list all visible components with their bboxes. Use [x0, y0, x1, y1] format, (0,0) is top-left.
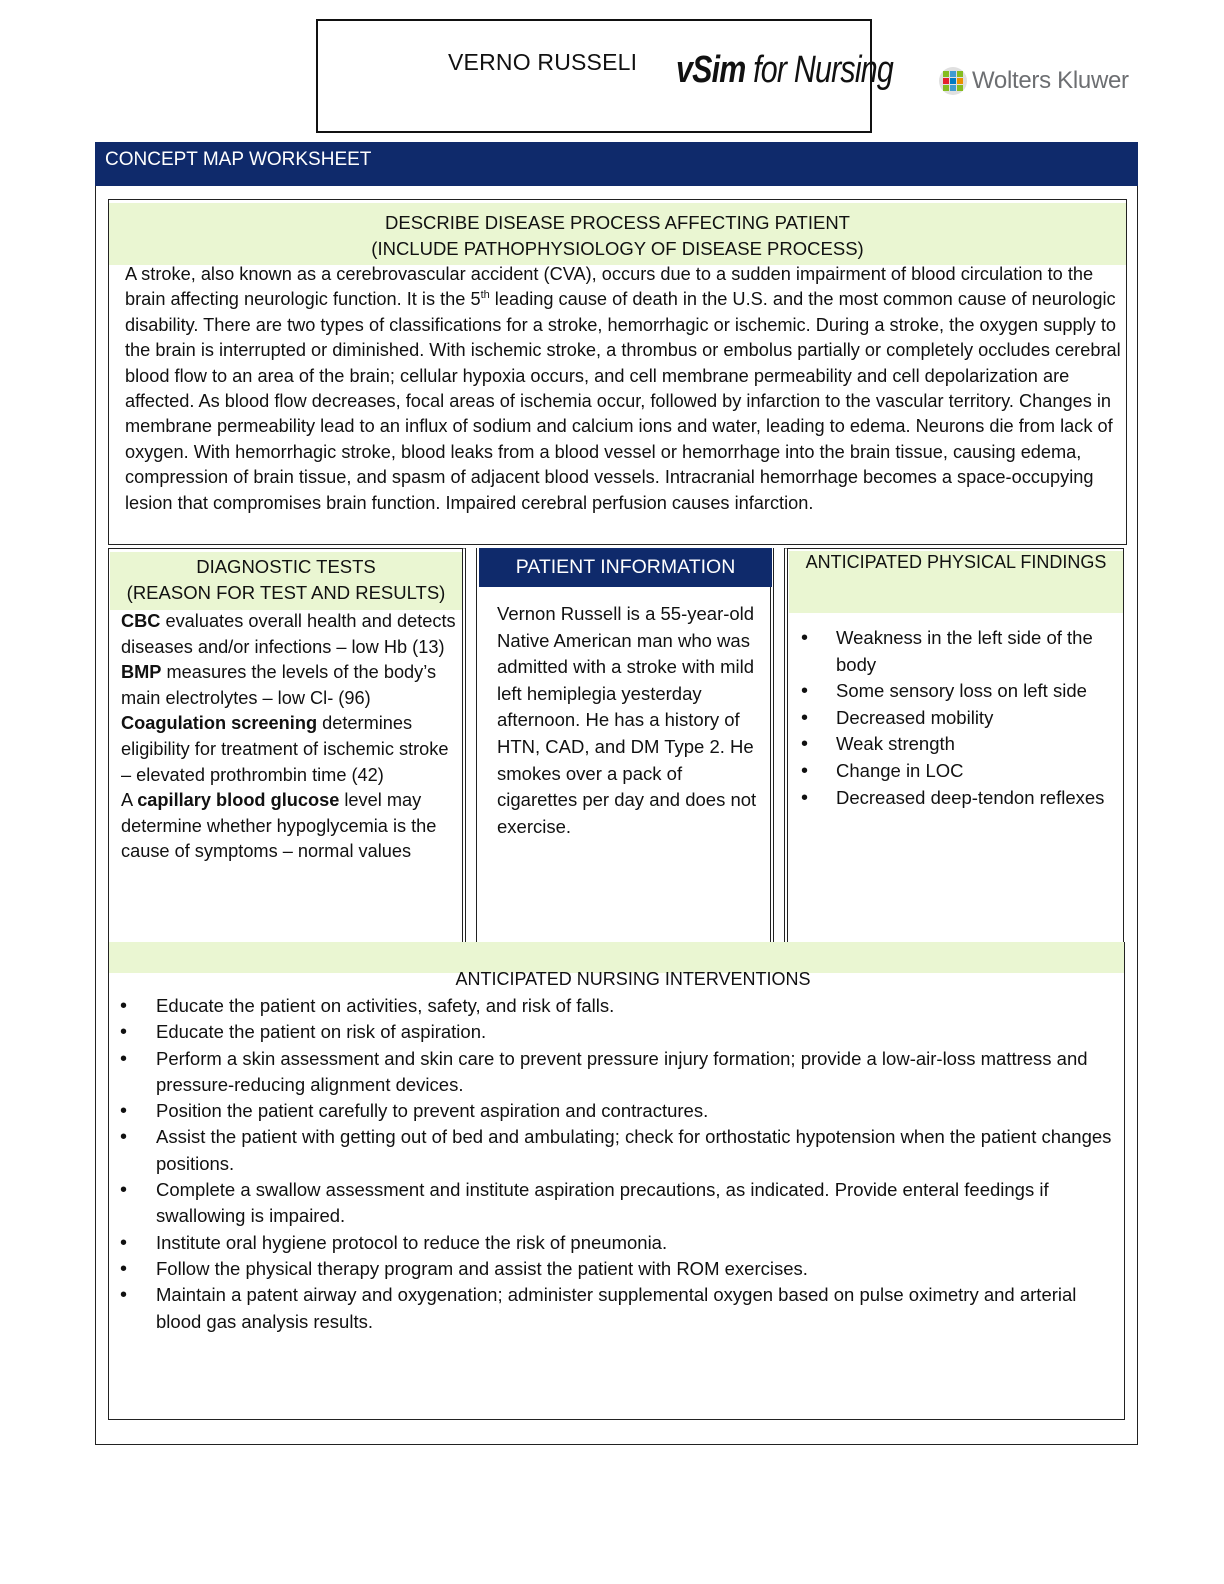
list-item: • Weakness in the left side of the body — [800, 625, 1120, 678]
publisher-name: Wolters Kluwer — [972, 67, 1129, 94]
disease-text-superscript: th — [480, 289, 490, 302]
vsim-logo-rest: for Nursing — [745, 49, 893, 91]
wolters-kluwer-logo — [938, 64, 1129, 98]
list-item: • Educate the patient on risk of aspiration. — [120, 1019, 1120, 1045]
diagnostic-test-name: capillary blood glucose — [137, 790, 340, 811]
diagnostic-test-name: Coagulation screening — [121, 713, 318, 734]
disease-process-text — [125, 262, 1121, 516]
diagnostic-test-description: level may determine whether hypoglycemia is the cause of symptoms – normal values — [121, 790, 437, 862]
nursing-interventions-heading: ANTICIPATED NURSING INTERVENTIONS — [455, 969, 811, 989]
diagnostic-heading-line2: (REASON FOR TEST AND RESULTS) — [126, 582, 446, 603]
diagnostic-test-item — [121, 711, 463, 788]
wolters-kluwer-logo-icon — [938, 66, 968, 96]
nursing-interventions-list — [120, 993, 1120, 1335]
physical-findings-heading: ANTICIPATED PHYSICAL FINDINGS — [805, 552, 1107, 572]
worksheet-title-bar — [95, 142, 1138, 186]
disease-heading-line1: DESCRIBE DISEASE PROCESS AFFECTING PATIENT — [385, 212, 850, 233]
list-item: • Maintain a patent airway and oxygenation; administer supplemental oxygen based on pulse oximetry and arterial blood gas analysis results. — [120, 1282, 1120, 1335]
diagnostic-test-description: evaluates overall health and detects diseases and/or infections – low Hb (13) — [121, 611, 456, 657]
diagnostic-test-description: determines eligibility for treatment of ischemic stroke – elevated prothrombin time (42) — [121, 713, 449, 785]
diagnostic-test-item — [121, 609, 463, 660]
patient-information-text: Vernon Russell is a 55-year-old Native American man who was admitted with a stroke with mild left hemiplegia yesterday afternoon. He has a history of HTN, CAD, and DM Type 2. He smokes over a pack of cigarettes per day and does not exercise. — [497, 603, 757, 837]
list-item: • Educate the patient on activities, safety, and risk of falls. — [120, 993, 1120, 1019]
patient-name: VERNO RUSSELI — [448, 49, 638, 75]
disease-process-heading — [108, 210, 1127, 262]
physical-findings-list — [800, 625, 1120, 811]
vsim-logo-bold: vSim — [676, 49, 746, 91]
diagnostic-test-prefix: A — [121, 790, 138, 811]
header-box — [316, 19, 893, 133]
list-item: • Follow the physical therapy program and assist the patient with ROM exercises. — [120, 1256, 1120, 1282]
diagnostic-test-item — [121, 660, 463, 711]
list-item: • Perform a skin assessment and skin care to prevent pressure injury formation; provide a low-air-loss mattress and pressure-reducing alignment devices. — [120, 1046, 1120, 1099]
diagnostic-test-name: CBC — [121, 611, 161, 631]
diagnostic-test-item — [121, 788, 463, 865]
list-item: • Decreased deep-tendon reflexes — [800, 785, 1120, 812]
diagnostic-test-description: measures the levels of the body’s main electrolytes – low Cl- (96) — [121, 662, 437, 708]
diagnostic-tests-heading — [110, 554, 462, 606]
list-item: • Weak strength — [800, 731, 1120, 758]
list-item: • Assist the patient with getting out of bed and ambulating; check for orthostatic hypotension when the patient changes positions. — [120, 1124, 1120, 1177]
list-item: • Some sensory loss on left side — [800, 678, 1120, 705]
list-item: • Position the patient carefully to prevent aspiration and contractures. — [120, 1098, 1120, 1124]
list-item: • Decreased mobility — [800, 705, 1120, 732]
list-item: • Institute oral hygiene protocol to reduce the risk of pneumonia. — [120, 1230, 1120, 1256]
disease-text-part1: A stroke, also known as a cerebrovascular accident (CVA), occurs due to a sudden impairment of blood circulation to the brain affecting neurologic function. It is the 5 — [125, 264, 1094, 310]
diagnostic-tests-list — [121, 609, 463, 865]
diagnostic-test-name: BMP — [121, 662, 162, 683]
worksheet-title: CONCEPT MAP WORKSHEET — [105, 149, 372, 170]
disease-text-part2: leading cause of death in the U.S. and the most common cause of neurologic disability. There are two types of classifications for a stroke, hemorrhagic or ischemic. During a stroke, the oxygen supply to the brain is interrupted or diminished. With ischemic stroke, a thrombus or embolus partially or completely occludes cerebral blood flow to an area of the brain; cellular hypoxia occurs, and cell membrane permeability and cell depolarization are affected. As blood flow decreases, focal areas of ischemia occur, followed by infarction to the vascular territory. Changes in membrane permeability lead to an influx of sodium and calcium ions and water, leading to edema. Neurons die from lack of oxygen. With hemorrhagic stroke, blood leaks from a blood vessel or hemorrhage into the brain tissue, causing edema, compression of brain tissue, and spasm of adjacent blood vessels. Intracranial hemorrhage becomes a space-occupying lesion that compromises brain function. Impaired cerebral perfusion causes infarction. — [125, 289, 1121, 513]
disease-heading-line2: (INCLUDE PATHOPHYSIOLOGY OF DISEASE PROCESS) — [371, 238, 864, 259]
list-item: • Change in LOC — [800, 758, 1120, 785]
list-item: • Complete a swallow assessment and institute aspiration precautions, as indicated. Provide enteral feedings if swallowing is impaired. — [120, 1177, 1120, 1230]
diagnostic-heading-line1: DIAGNOSTIC TESTS — [196, 556, 376, 577]
vsim-for-nursing-logo — [676, 49, 893, 92]
patient-information-heading: PATIENT INFORMATION — [479, 548, 772, 587]
